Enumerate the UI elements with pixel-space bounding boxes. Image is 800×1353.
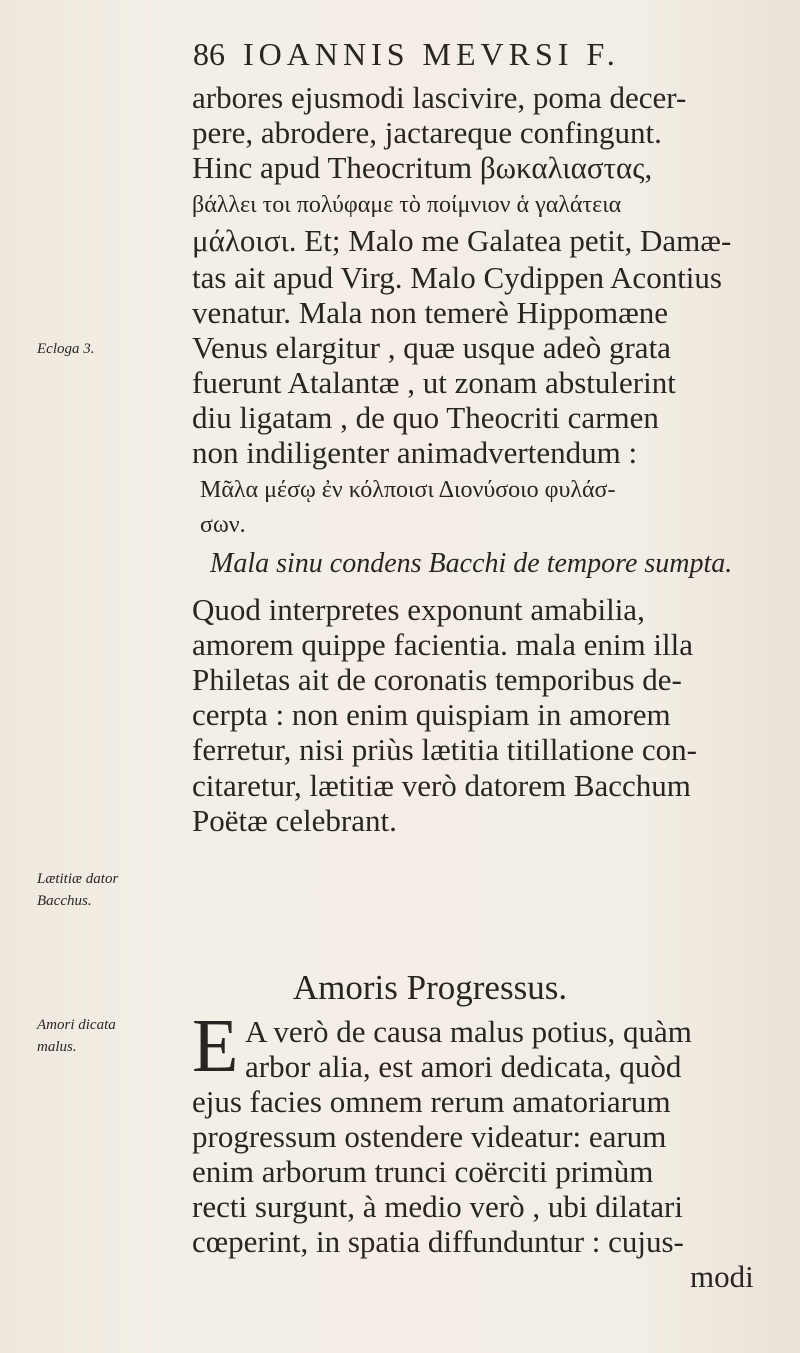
section-title: Amoris Progressus. <box>292 968 568 1007</box>
drop-cap: E <box>192 1004 239 1088</box>
text-line-verse: Mala sinu condens Bacchi de tempore sumpta. <box>210 548 733 579</box>
text-line-greek: Μᾶλα μέσῳ ἐν κόλποισι Διονύσοιο φυλάσ- <box>200 477 616 503</box>
text-line: citaretur, lætitiæ verò datorem Bacchum <box>192 768 691 803</box>
text-line: ejus facies omnem rerum amatoriarum <box>192 1084 671 1119</box>
text-line: Poëtæ celebrant. <box>192 803 397 838</box>
text-line: Hinc apud Theocritum βωκαλιαστας, <box>192 150 653 185</box>
margin-note-bacchus: Bacchus. <box>37 893 92 909</box>
text-line: Philetas ait de coronatis temporibus de- <box>192 662 682 697</box>
text-line-greek: σων. <box>200 512 246 538</box>
text-line: non indiligenter animadvertendum : <box>192 435 638 470</box>
text-line: diu ligatam , de quo Theocriti carmen <box>192 400 659 435</box>
text-line: tas ait apud Virg. Malo Cydippen Acontius <box>192 260 722 295</box>
text-line: arbores ejusmodi lascivire, poma decer- <box>192 80 687 115</box>
margin-note-ecloga: Ecloga 3. <box>37 341 95 357</box>
catchword: modi <box>690 1259 754 1294</box>
margin-note-amori: Amori dicata <box>37 1017 116 1033</box>
text-line: cerpta : non enim quispiam in amorem <box>192 697 671 732</box>
text-line: venatur. Mala non temerè Hippomæne <box>192 295 669 330</box>
text-line: cœperint, in spatia diffunduntur : cujus- <box>192 1224 684 1259</box>
margin-note-laetitiae: Lætitiæ dator <box>37 871 119 887</box>
text-line: A verò de causa malus potius, quàm <box>245 1014 692 1049</box>
text-line: ferretur, nisi priùs lætitia titillatione con- <box>192 732 697 767</box>
text-line: pere, abrodere, jactareque confingunt. <box>192 115 662 150</box>
text-line-greek: βάλλει τοι πολύφαμε τὸ ποίμνιον ἁ γαλάτεια <box>192 192 622 218</box>
page-number: 86 <box>193 36 225 72</box>
text-line: amorem quippe facientia. mala enim illa <box>192 627 693 662</box>
text-line: Venus elargitur , quæ usque adeò grata <box>192 330 671 365</box>
text-line: μάλοισι. Et; Malo me Galatea petit, Damæ- <box>192 223 732 258</box>
text-line: enim arborum trunci coërciti primùm <box>192 1154 654 1189</box>
text-line: fuerunt Atalantæ , ut zonam abstulerint <box>192 365 676 400</box>
text-line: progressum ostendere videatur: earum <box>192 1119 667 1154</box>
running-title: IOANNIS MEVRSI F. <box>243 36 620 72</box>
text-line: Quod interpretes exponunt amabilia, <box>192 592 645 627</box>
margin-note-malus: malus. <box>37 1039 77 1055</box>
text-line: arbor alia, est amori dedicata, quòd <box>245 1049 682 1084</box>
text-line: recti surgunt, à medio verò , ubi dilatari <box>192 1189 683 1224</box>
